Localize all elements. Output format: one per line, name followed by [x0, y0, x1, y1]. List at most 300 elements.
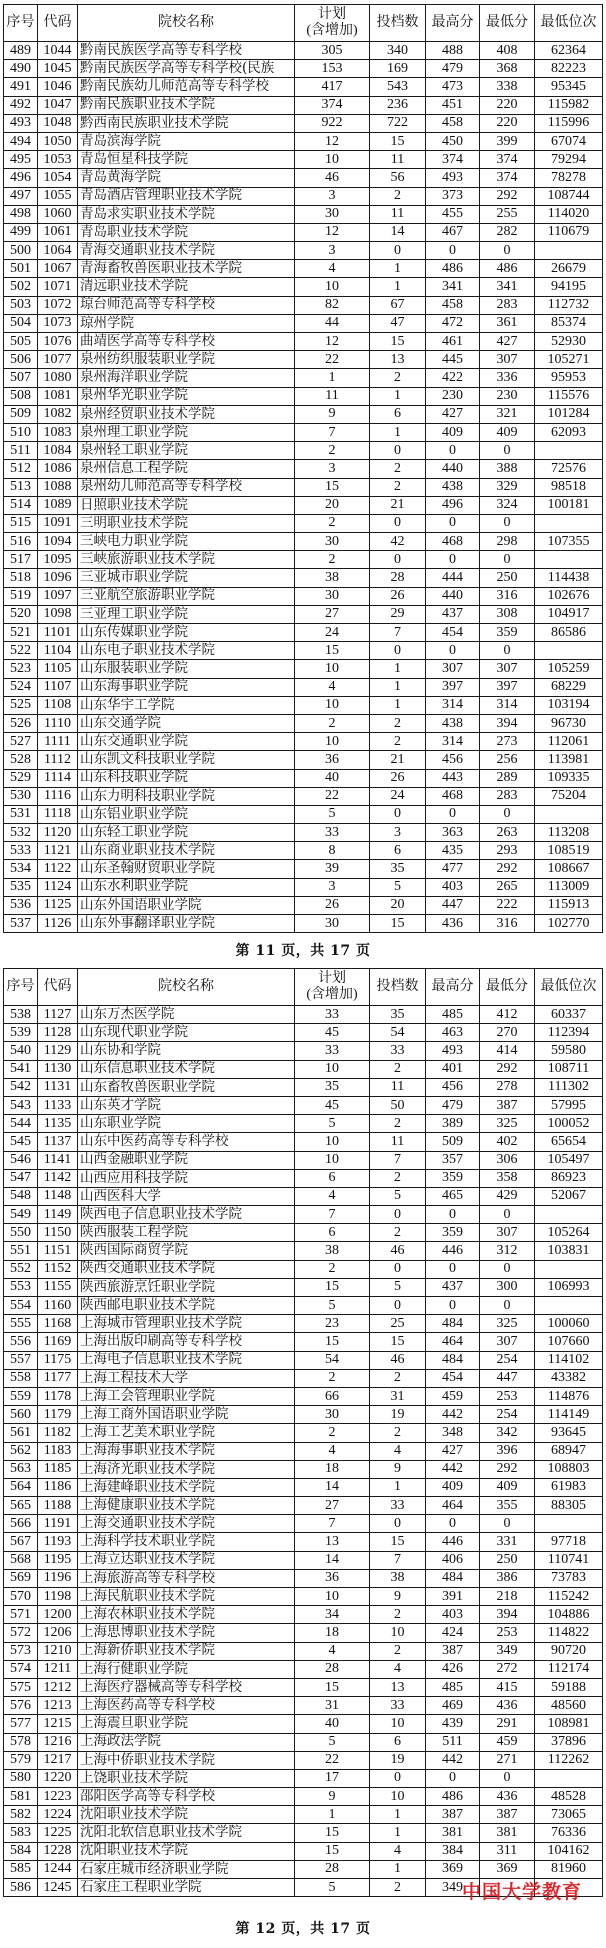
cell-seq: 499: [4, 224, 38, 242]
cell-min-rank: 103831: [535, 1242, 603, 1260]
cell-seq: 567: [4, 1533, 38, 1551]
cell-seq: 582: [4, 1806, 38, 1824]
cell-school-name: 青岛求实职业技术学院: [78, 206, 295, 224]
cell-plan: 18: [295, 1624, 370, 1642]
cell-code: 1050: [38, 133, 78, 151]
cell-plan: 5: [295, 1297, 370, 1315]
cell-min-score: 436: [480, 1697, 535, 1715]
cell-code: 1097: [38, 588, 78, 606]
cell-plan: 10: [295, 1061, 370, 1079]
header-plan: [295, 969, 370, 1006]
cell-seq: 581: [4, 1788, 38, 1806]
cell-min-rank: 112174: [535, 1661, 603, 1679]
cell-code: 1130: [38, 1061, 78, 1079]
cell-code: 1095: [38, 551, 78, 569]
cell-plan: 30: [295, 588, 370, 606]
table-row: [4, 1770, 603, 1788]
cell-code: 1216: [38, 1734, 78, 1752]
cell-admitted: 67: [370, 297, 426, 315]
cell-min-score: 300: [480, 1279, 535, 1297]
cell-code: 1148: [38, 1188, 78, 1206]
page-footer: 第 12 页，共 17 页: [235, 1921, 371, 1937]
header-min-score: 最低分: [480, 969, 535, 1006]
cell-max-score: 389: [426, 1115, 480, 1133]
cell-seq: 525: [4, 697, 38, 715]
cell-seq: 519: [4, 588, 38, 606]
cell-plan: 2: [295, 715, 370, 733]
cell-admitted: 0: [370, 642, 426, 660]
cell-code: 1155: [38, 1279, 78, 1297]
header-school-name: 院校名称: [78, 5, 295, 42]
table-row: [4, 1406, 603, 1424]
cell-plan: 44: [295, 315, 370, 333]
cell-plan: 15: [295, 1843, 370, 1861]
cell-code: 1210: [38, 1643, 78, 1661]
cell-max-score: 473: [426, 78, 480, 96]
cell-seq: 526: [4, 715, 38, 733]
cell-plan: 26: [295, 897, 370, 915]
cell-min-score: 0: [480, 1206, 535, 1224]
cell-plan: 922: [295, 115, 370, 133]
cell-min-rank: [535, 642, 603, 660]
cell-seq: 574: [4, 1661, 38, 1679]
cell-plan: 28: [295, 1661, 370, 1679]
cell-min-rank: 52930: [535, 333, 603, 351]
cell-code: 1212: [38, 1679, 78, 1697]
cell-admitted: 7: [370, 1552, 426, 1570]
table-row: [4, 1333, 603, 1351]
cell-min-rank: 72576: [535, 460, 603, 478]
cell-school-name: 上海城市管理职业技术学院: [78, 1315, 295, 1333]
cell-code: 1098: [38, 606, 78, 624]
cell-min-score: 254: [480, 1352, 535, 1370]
cell-min-rank: 68229: [535, 679, 603, 697]
cell-min-score: 293: [480, 842, 535, 860]
cell-admitted: 14: [370, 224, 426, 242]
cell-min-score: 386: [480, 1570, 535, 1588]
cell-min-score: 230: [480, 388, 535, 406]
cell-school-name: 山东职业学院: [78, 1115, 295, 1133]
cell-max-score: 0: [426, 242, 480, 260]
cell-admitted: 1: [370, 1824, 426, 1842]
header-admitted: 投档数: [370, 969, 426, 1006]
cell-school-name: 山东力明科技职业学院: [78, 788, 295, 806]
table-row: [4, 751, 603, 769]
cell-min-rank: 112061: [535, 733, 603, 751]
cell-school-name: 陕西服装工程学院: [78, 1224, 295, 1242]
cell-school-name: 上海电子信息职业技术学院: [78, 1352, 295, 1370]
cell-min-score: 387: [480, 1097, 535, 1115]
cell-seq: 579: [4, 1752, 38, 1770]
cell-min-score: 415: [480, 1679, 535, 1697]
cell-min-rank: 102770: [535, 915, 603, 933]
cell-code: 1091: [38, 515, 78, 533]
table-row: [4, 479, 603, 497]
cell-seq: 529: [4, 770, 38, 788]
cell-seq: 583: [4, 1824, 38, 1842]
cell-seq: 536: [4, 897, 38, 915]
cell-school-name: 山东英才学院: [78, 1097, 295, 1115]
cell-min-rank: 104917: [535, 606, 603, 624]
cell-plan: 5: [295, 1115, 370, 1133]
cell-admitted: 7: [370, 624, 426, 642]
cell-school-name: 琼台师范高等专科学校: [78, 297, 295, 315]
cell-admitted: 19: [370, 1752, 426, 1770]
cell-code: 1228: [38, 1843, 78, 1861]
cell-seq: 584: [4, 1843, 38, 1861]
cell-min-rank: 100060: [535, 1315, 603, 1333]
table-header-row: [4, 5, 603, 42]
cell-min-score: 414: [480, 1042, 535, 1060]
cell-seq: 522: [4, 642, 38, 660]
cell-code: 1179: [38, 1406, 78, 1424]
cell-max-score: 484: [426, 1570, 480, 1588]
table-row: [4, 1424, 603, 1442]
cell-max-score: 437: [426, 1279, 480, 1297]
cell-plan: 417: [295, 78, 370, 96]
cell-min-score: 325: [480, 1115, 535, 1133]
cell-seq: 566: [4, 1515, 38, 1533]
cell-min-rank: [535, 242, 603, 260]
cell-seq: 544: [4, 1115, 38, 1133]
cell-min-rank: 114876: [535, 1388, 603, 1406]
header-max-score: 最高分: [426, 5, 480, 42]
cell-code: 1083: [38, 424, 78, 442]
cell-school-name: 山东万杰医学院: [78, 1006, 295, 1024]
cell-school-name: 青岛黄海学院: [78, 169, 295, 187]
cell-code: 1073: [38, 315, 78, 333]
cell-seq: 573: [4, 1643, 38, 1661]
cell-seq: 493: [4, 115, 38, 133]
table-row: [4, 1297, 603, 1315]
cell-min-rank: 113208: [535, 824, 603, 842]
cell-min-score: 311: [480, 1843, 535, 1861]
cell-plan: 2: [295, 1370, 370, 1388]
cell-seq: 568: [4, 1552, 38, 1570]
cell-admitted: 0: [370, 806, 426, 824]
table-row: [4, 60, 603, 78]
cell-min-rank: 108803: [535, 1461, 603, 1479]
cell-max-score: 458: [426, 115, 480, 133]
table-row: [4, 1661, 603, 1679]
cell-school-name: 上海政法学院: [78, 1734, 295, 1752]
table-row: [4, 1679, 603, 1697]
cell-min-rank: 115913: [535, 897, 603, 915]
cell-plan: 374: [295, 97, 370, 115]
cell-school-name: 山西医科大学: [78, 1188, 295, 1206]
cell-min-rank: 79294: [535, 151, 603, 169]
cell-code: 1125: [38, 897, 78, 915]
cell-max-score: 436: [426, 915, 480, 933]
cell-seq: 538: [4, 1006, 38, 1024]
cell-seq: 491: [4, 78, 38, 96]
cell-school-name: 山东现代职业学院: [78, 1024, 295, 1042]
cell-max-score: 348: [426, 1424, 480, 1442]
cell-plan: 6: [295, 1224, 370, 1242]
table-row: [4, 1715, 603, 1733]
cell-plan: 8: [295, 842, 370, 860]
cell-max-score: 450: [426, 133, 480, 151]
cell-admitted: 6: [370, 842, 426, 860]
cell-min-rank: 113009: [535, 879, 603, 897]
cell-code: 1096: [38, 569, 78, 587]
cell-max-score: 397: [426, 679, 480, 697]
cell-admitted: 2: [370, 1424, 426, 1442]
table-row: [4, 806, 603, 824]
cell-admitted: 15: [370, 1533, 426, 1551]
cell-school-name: 青岛恒星科技学院: [78, 151, 295, 169]
cell-plan: 15: [295, 479, 370, 497]
cell-min-score: 331: [480, 1533, 535, 1551]
cell-seq: 512: [4, 460, 38, 478]
cell-max-score: 0: [426, 1297, 480, 1315]
cell-min-score: 292: [480, 860, 535, 878]
cell-admitted: 31: [370, 1388, 426, 1406]
cell-max-score: 314: [426, 697, 480, 715]
cell-min-score: 324: [480, 497, 535, 515]
cell-code: 1129: [38, 1042, 78, 1060]
cell-min-score: 0: [480, 1261, 535, 1279]
cell-max-score: 384: [426, 1843, 480, 1861]
page-footer: 第 11 页，共 17 页: [235, 943, 371, 959]
cell-school-name: 上海新侨职业技术学院: [78, 1643, 295, 1661]
cell-plan: 9: [295, 406, 370, 424]
cell-plan: 14: [295, 1552, 370, 1570]
table-row: [4, 1788, 603, 1806]
cell-max-score: 0: [426, 1261, 480, 1279]
cell-plan: 33: [295, 1006, 370, 1024]
cell-admitted: 1: [370, 679, 426, 697]
header-seq: 序号: [4, 5, 38, 42]
cell-school-name: 山东外事翻译职业学院: [78, 915, 295, 933]
cell-code: 1107: [38, 679, 78, 697]
cell-admitted: 15: [370, 915, 426, 933]
cell-max-score: 0: [426, 1515, 480, 1533]
cell-seq: 511: [4, 442, 38, 460]
cell-school-name: 山东交通学院: [78, 715, 295, 733]
cell-plan: 2: [295, 1261, 370, 1279]
cell-school-name: 石家庄城市经济职业学院: [78, 1861, 295, 1879]
header-admitted: 投档数: [370, 5, 426, 42]
cell-min-score: 255: [480, 206, 535, 224]
cell-min-rank: 108744: [535, 188, 603, 206]
cell-plan: 14: [295, 1479, 370, 1497]
cell-plan: 3: [295, 188, 370, 206]
cell-min-score: 325: [480, 1315, 535, 1333]
cell-admitted: 236: [370, 97, 426, 115]
cell-admitted: 25: [370, 1315, 426, 1333]
table-row: [4, 242, 603, 260]
cell-min-score: 222: [480, 897, 535, 915]
cell-min-score: 278: [480, 1079, 535, 1097]
cell-max-score: 464: [426, 1333, 480, 1351]
cell-plan: 27: [295, 606, 370, 624]
cell-admitted: 1: [370, 424, 426, 442]
table-row: [4, 824, 603, 842]
cell-min-score: 253: [480, 1624, 535, 1642]
cell-seq: 489: [4, 42, 38, 60]
cell-min-rank: 108667: [535, 860, 603, 878]
cell-max-score: 0: [426, 1770, 480, 1788]
cell-school-name: 山东信息职业技术学院: [78, 1061, 295, 1079]
cell-min-rank: 96730: [535, 715, 603, 733]
cell-min-rank: 105259: [535, 660, 603, 678]
cell-seq: 539: [4, 1024, 38, 1042]
table-row: [4, 606, 603, 624]
cell-admitted: 11: [370, 206, 426, 224]
cell-code: 1047: [38, 97, 78, 115]
cell-max-score: 409: [426, 1479, 480, 1497]
cell-seq: 523: [4, 660, 38, 678]
cell-admitted: 1: [370, 388, 426, 406]
cell-max-score: 456: [426, 1079, 480, 1097]
cell-school-name: 三亚航空旅游职业学院: [78, 588, 295, 606]
cell-admitted: 2: [370, 1061, 426, 1079]
table-row: [4, 333, 603, 351]
cell-admitted: 2: [370, 1606, 426, 1624]
cell-plan: 34: [295, 1606, 370, 1624]
cell-min-score: 283: [480, 297, 535, 315]
cell-code: 1086: [38, 460, 78, 478]
cell-code: 1244: [38, 1861, 78, 1879]
cell-plan: 5: [295, 1734, 370, 1752]
cell-seq: 502: [4, 278, 38, 296]
cell-plan: 18: [295, 1461, 370, 1479]
admission-table-page-11: [3, 4, 603, 933]
cell-plan: 3: [295, 460, 370, 478]
cell-admitted: 0: [370, 1770, 426, 1788]
cell-min-rank: 114020: [535, 206, 603, 224]
cell-min-score: 409: [480, 424, 535, 442]
cell-min-rank: 97718: [535, 1533, 603, 1551]
table-row: [4, 278, 603, 296]
cell-admitted: 42: [370, 533, 426, 551]
table-row: [4, 78, 603, 96]
cell-seq: 553: [4, 1279, 38, 1297]
cell-plan: 153: [295, 60, 370, 78]
cell-max-score: 477: [426, 860, 480, 878]
cell-admitted: 0: [370, 1206, 426, 1224]
cell-code: 1104: [38, 642, 78, 660]
cell-seq: 545: [4, 1133, 38, 1151]
cell-plan: 36: [295, 751, 370, 769]
cell-code: 1054: [38, 169, 78, 187]
cell-min-rank: 43382: [535, 1370, 603, 1388]
cell-admitted: 0: [370, 515, 426, 533]
cell-max-score: 463: [426, 1024, 480, 1042]
table-row: [4, 1152, 603, 1170]
cell-min-rank: 68947: [535, 1443, 603, 1461]
cell-admitted: 2: [370, 715, 426, 733]
cell-min-score: 338: [480, 78, 535, 96]
table-row: [4, 1279, 603, 1297]
cell-code: 1213: [38, 1697, 78, 1715]
cell-min-rank: 105271: [535, 351, 603, 369]
cell-admitted: 722: [370, 115, 426, 133]
cell-min-score: 265: [480, 879, 535, 897]
cell-max-score: 373: [426, 188, 480, 206]
cell-admitted: 35: [370, 860, 426, 878]
cell-code: 1089: [38, 497, 78, 515]
cell-min-score: 387: [480, 1806, 535, 1824]
cell-seq: 555: [4, 1315, 38, 1333]
cell-min-score: 220: [480, 97, 535, 115]
cell-plan: 33: [295, 1042, 370, 1060]
cell-code: 1080: [38, 369, 78, 387]
cell-max-score: 435: [426, 842, 480, 860]
cell-max-score: 359: [426, 1170, 480, 1188]
cell-code: 1220: [38, 1770, 78, 1788]
cell-min-score: 0: [480, 806, 535, 824]
cell-school-name: 邵阳医学高等专科学校: [78, 1788, 295, 1806]
cell-seq: 540: [4, 1042, 38, 1060]
cell-max-score: 440: [426, 588, 480, 606]
cell-admitted: 543: [370, 78, 426, 96]
table-row: [4, 1315, 603, 1333]
cell-seq: 495: [4, 151, 38, 169]
cell-min-score: 250: [480, 1552, 535, 1570]
cell-school-name: 三亚城市职业学院: [78, 569, 295, 587]
cell-admitted: 0: [370, 1297, 426, 1315]
cell-seq: 500: [4, 242, 38, 260]
cell-min-score: 307: [480, 351, 535, 369]
cell-school-name: 山东华宇工学院: [78, 697, 295, 715]
cell-min-score: 459: [480, 1734, 535, 1752]
cell-admitted: 2: [370, 1170, 426, 1188]
cell-max-score: 438: [426, 715, 480, 733]
table-row: [4, 1224, 603, 1242]
table-row: [4, 697, 603, 715]
cell-min-score: 342: [480, 1424, 535, 1442]
cell-code: 1128: [38, 1024, 78, 1042]
table-row: [4, 770, 603, 788]
cell-school-name: 上海海事职业技术学院: [78, 1443, 295, 1461]
cell-max-score: 454: [426, 1370, 480, 1388]
cell-min-score: 307: [480, 1333, 535, 1351]
table-row: [4, 915, 603, 933]
cell-plan: 15: [295, 1679, 370, 1697]
cell-min-score: 329: [480, 479, 535, 497]
cell-code: 1217: [38, 1752, 78, 1770]
cell-max-score: 0: [426, 1206, 480, 1224]
header-plan-label: 计划: [318, 971, 346, 986]
cell-seq: 503: [4, 297, 38, 315]
cell-plan: 54: [295, 1352, 370, 1370]
cell-max-score: 406: [426, 1552, 480, 1570]
cell-admitted: 0: [370, 242, 426, 260]
cell-seq: 562: [4, 1443, 38, 1461]
cell-school-name: 山东畜牧兽医职业学院: [78, 1079, 295, 1097]
cell-max-score: 509: [426, 1133, 480, 1151]
cell-admitted: 47: [370, 315, 426, 333]
cell-min-score: 272: [480, 1661, 535, 1679]
cell-admitted: 0: [370, 1261, 426, 1279]
cell-min-rank: 75204: [535, 788, 603, 806]
cell-seq: 518: [4, 569, 38, 587]
cell-max-score: 341: [426, 278, 480, 296]
table-row: [4, 369, 603, 387]
cell-school-name: 上海工商外国语职业学院: [78, 1406, 295, 1424]
cell-min-rank: 115996: [535, 115, 603, 133]
cell-code: 1045: [38, 60, 78, 78]
cell-code: 1060: [38, 206, 78, 224]
cell-school-name: 曲靖医学高等专科学校: [78, 333, 295, 351]
cell-admitted: 2: [370, 1879, 426, 1897]
table-row: [4, 1042, 603, 1060]
cell-code: 1223: [38, 1788, 78, 1806]
cell-seq: 577: [4, 1715, 38, 1733]
cell-max-score: 479: [426, 1097, 480, 1115]
